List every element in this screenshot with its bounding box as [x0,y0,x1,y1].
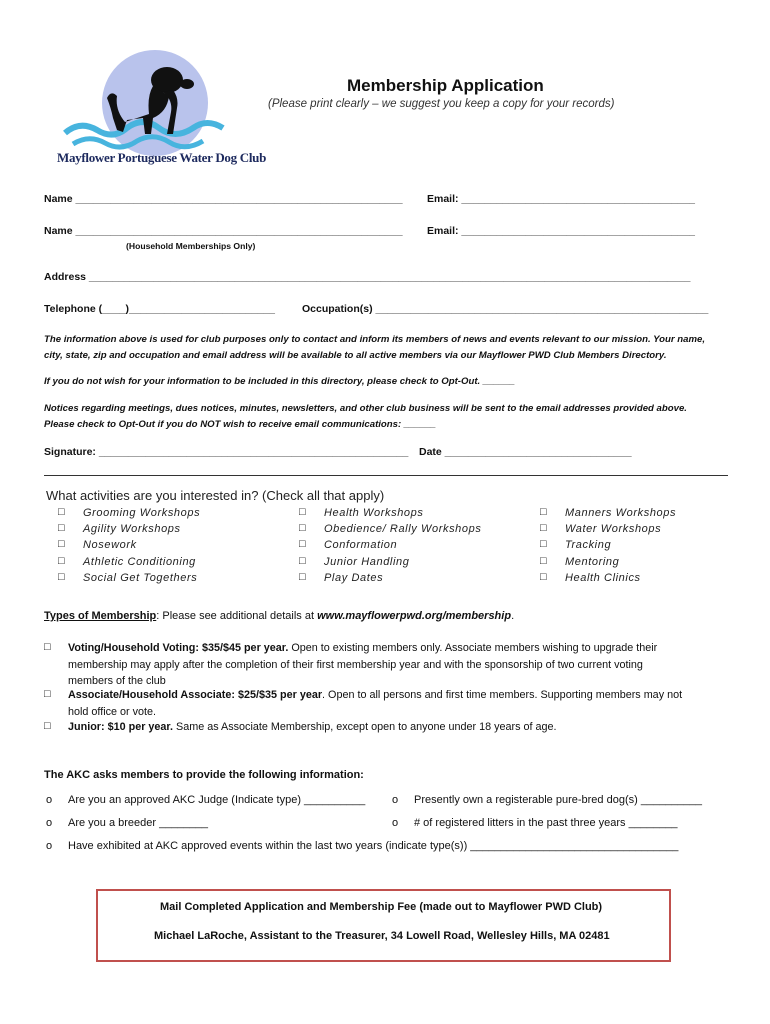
membership-types-label: Types of Membership [44,610,157,622]
activity-nosework: Nosework [83,539,137,551]
junior-membership-title: Junior: $10 per year. [68,721,174,733]
page-subtitle: (Please print clearly – we suggest you keep a copy for your records) [268,98,615,110]
club-logo [55,48,267,173]
checkbox[interactable]: □ [58,571,65,583]
checkbox[interactable]: □ [299,506,306,518]
bullet: o [46,840,53,852]
junior-membership [68,719,557,736]
checkbox-voting[interactable]: □ [44,641,51,653]
checkbox[interactable]: □ [540,522,547,534]
akc-litters-question[interactable]: # of registered litters in the past three years ________ [414,817,678,829]
name-field-1[interactable]: Name ________________________________________________________ [44,193,403,205]
membership-url-link[interactable]: www.mayflowerpwd.org/membership [317,610,512,622]
date-field[interactable]: Date ________________________________ [419,446,632,458]
activity-mentoring: Mentoring [565,556,620,568]
dog-logo-graphic [55,48,235,158]
directory-optout[interactable]: If you do not wish for your information to be included in this directory, please check to Opt-Out. ______ [44,376,515,387]
akc-heading: The AKC asks members to provide the following information: [44,769,364,781]
junior-membership-text: Same as Associate Membership, except open to anyone under 18 years of age. [173,721,557,733]
voting-membership-title: Voting/Household Voting: $35/$45 per year. [68,642,289,654]
activity-health-clinics: Health Clinics [565,572,641,584]
household-note: (Household Memberships Only) [126,241,256,251]
voting-membership-text: Open to existing members only. Associate members wishing to upgrade their [288,642,658,654]
signature-field[interactable]: Signature: _____________________________________________________ [44,446,409,458]
akc-judge-question[interactable]: Are you an approved AKC Judge (Indicate type) __________ [68,794,366,806]
akc-purebred-question[interactable]: Presently own a registerable pure-bred dog(s) __________ [414,794,703,806]
club-name: Mayflower Portuguese Water Dog Club [57,150,267,165]
activity-obedience-rally-workshops: Obedience/ Rally Workshops [324,523,482,535]
checkbox[interactable]: □ [299,571,306,583]
bullet: o [46,794,53,806]
bullet: o [392,817,399,829]
activity-tracking: Tracking [565,539,612,551]
email-field-2[interactable]: Email: ________________________________________ [427,225,696,237]
associate-membership-text: . Open to all persons and first time members. Supporting members may not [322,689,683,701]
page-title: Membership Application [347,76,544,95]
activity-grooming-workshops: Grooming Workshops [83,507,201,519]
membership-types-end: . [511,610,515,622]
activity-water-workshops: Water Workshops [565,523,662,535]
activity-agility-workshops: Agility Workshops [83,523,181,535]
akc-exhibited-question[interactable]: Have exhibited at AKC approved events within the last two years (indicate type(s)) __________________________________ [68,840,679,852]
akc-breeder-question[interactable]: Are you a breeder ________ [68,817,209,829]
checkbox-associate[interactable]: □ [44,688,51,700]
info-paragraph-line-1: The information above is used for club purposes only to contact and inform its members of news and events relevant to our mission. Your name, [44,334,706,345]
address-field[interactable]: Address _______________________________________________________________________________________________________ [44,271,691,283]
info-paragraph [44,332,705,364]
associate-membership-line-2: hold office or vote. [68,705,157,718]
activities-heading: What activities are you interested in? (Check all that apply) [46,488,385,503]
checkbox[interactable]: □ [540,555,547,567]
checkbox[interactable]: □ [299,522,306,534]
checkbox[interactable]: □ [299,538,306,550]
associate-membership [68,687,682,720]
membership-types-line [44,610,514,622]
checkbox[interactable]: □ [58,538,65,550]
checkbox-junior[interactable]: □ [44,720,51,732]
info-paragraph-line-2: city, state, zip and occupation and email address will be available to all active members via our Mayflower PWD Club Members Directory. [44,350,667,361]
membership-types-text: : Please see additional details at [156,610,318,622]
notices-paragraph [44,401,687,433]
voting-membership-line-3: members of the club [68,675,166,687]
checkbox[interactable]: □ [540,538,547,550]
voting-membership-line-2: membership may apply after the completion of their first membership year and with the sponsorship of two current voting [68,658,643,671]
activity-health-workshops: Health Workshops [324,507,424,519]
checkbox[interactable]: □ [299,555,306,567]
email-field-1[interactable]: Email: ________________________________________ [427,193,696,205]
activity-conformation: Conformation [324,539,398,551]
checkbox[interactable]: □ [540,506,547,518]
associate-membership-title: Associate/Household Associate: $25/$35 per year [68,689,323,701]
notices-line-2[interactable]: Please check to Opt-Out if you do NOT wish to receive email communications: ______ [44,419,436,430]
activity-social-get-togethers: Social Get Togethers [83,572,198,584]
section-divider [44,475,728,476]
voting-membership [68,640,657,690]
checkbox[interactable]: □ [58,506,65,518]
checkbox[interactable]: □ [540,571,547,583]
activity-junior-handling: Junior Handling [324,556,410,568]
checkbox[interactable]: □ [58,555,65,567]
mail-address: Michael LaRoche, Assistant to the Treasurer, 34 Lowell Road, Wellesley Hills, MA 02481 [154,930,610,942]
activity-athletic-conditioning: Athletic Conditioning [83,556,196,568]
bullet: o [392,794,399,806]
bullet: o [46,817,53,829]
mailing-instructions-box [96,889,671,962]
telephone-field[interactable]: Telephone (____)_________________________ [44,303,275,315]
checkbox[interactable]: □ [58,522,65,534]
name-field-2[interactable]: Name ________________________________________________________ [44,225,403,237]
mail-instructions: Mail Completed Application and Membership Fee (made out to Mayflower PWD Club) [160,901,603,913]
notices-line-1: Notices regarding meetings, dues notices, minutes, newsletters, and other club business will be sent to the email addresses provided above. [44,403,687,414]
activity-play-dates: Play Dates [324,572,384,584]
activity-manners-workshops: Manners Workshops [565,507,677,519]
occupation-field[interactable]: Occupation(s) _________________________________________________________ [302,303,709,315]
